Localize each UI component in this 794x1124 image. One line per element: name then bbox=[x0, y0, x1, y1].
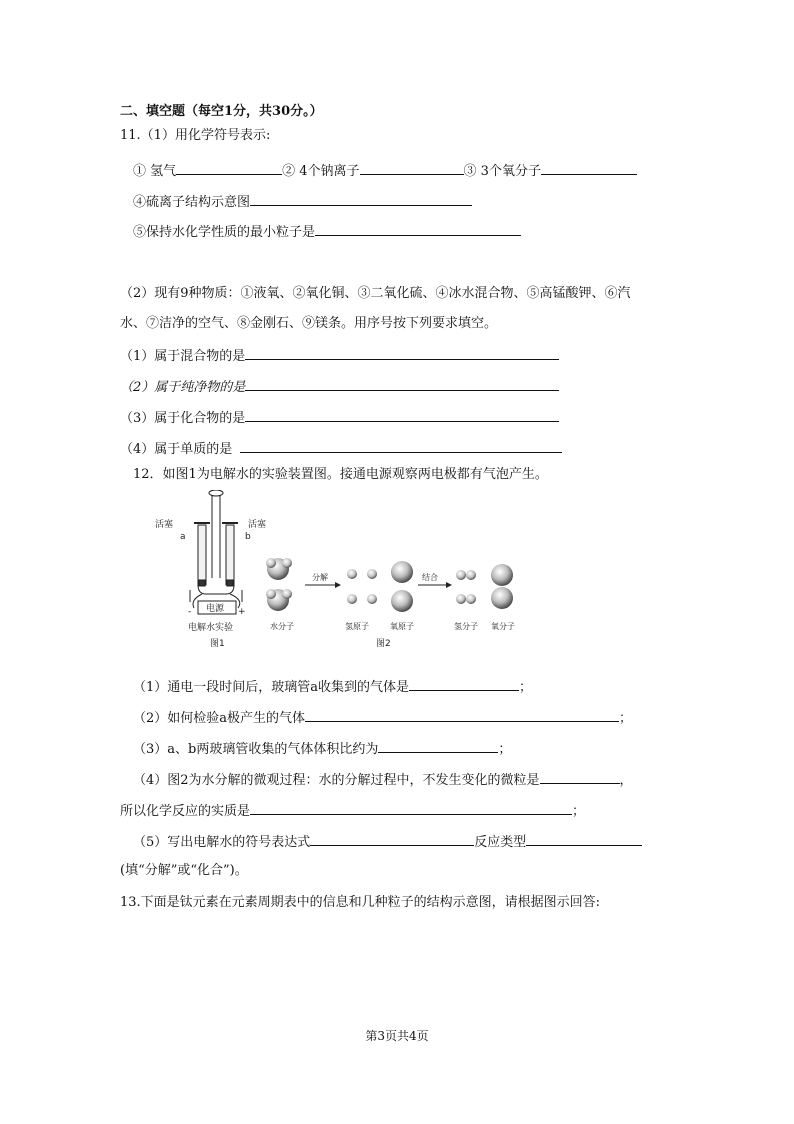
q12-q4-row bbox=[133, 769, 633, 790]
q12-q5-mid: 反应类型 bbox=[474, 835, 527, 850]
q11-item1-a: ① 氢气 bbox=[133, 164, 177, 179]
q12-intro: 12．如图1为电解水的实验装置图。接通电源观察两电极都有气泡产生。 bbox=[133, 467, 548, 482]
q12-q1-end: ； bbox=[519, 680, 533, 695]
q11-sub2-row bbox=[120, 376, 559, 397]
q11-row3 bbox=[133, 221, 521, 242]
q11-item1-b: ② 4个钠离子 bbox=[282, 164, 360, 179]
page-footer: 第3页共4页 bbox=[365, 1029, 429, 1043]
power-label: 电源 bbox=[206, 604, 225, 614]
q11-sub1-row bbox=[120, 345, 559, 366]
hydrogen-atom-label: 氢原子 bbox=[345, 622, 369, 631]
hydrogen-molecules bbox=[456, 570, 476, 604]
hydrogen-atoms bbox=[347, 569, 377, 604]
q11-sub3-row bbox=[120, 407, 559, 428]
q12-q4-line2-end: ； bbox=[572, 804, 586, 819]
answer-blank[interactable] bbox=[526, 831, 642, 846]
q12-q2: （2）如何检验a极产生的气体 bbox=[133, 711, 306, 726]
oxygen-atoms bbox=[391, 561, 413, 612]
q11-row2 bbox=[133, 191, 472, 212]
answer-blank[interactable] bbox=[305, 707, 619, 722]
apparatus-caption: 电解水实验 bbox=[188, 623, 234, 633]
q13-intro: 13.下面是钛元素在元素周期表中的信息和几种粒子的结构示意图，请根据图示回答: bbox=[120, 895, 601, 910]
section-title: 二、填空题（每空1分，共30分。） bbox=[120, 104, 323, 119]
answer-blank[interactable] bbox=[250, 800, 572, 815]
answer-blank[interactable] bbox=[360, 160, 464, 175]
fig1-caption: 图1 bbox=[210, 639, 225, 649]
q12-q1-row bbox=[133, 676, 532, 697]
oxygen-atom-label: 氧原子 bbox=[390, 622, 414, 631]
answer-blank[interactable] bbox=[245, 345, 559, 360]
oxygen-molecule bbox=[491, 564, 513, 609]
answer-blank[interactable] bbox=[245, 376, 559, 391]
q11-sub2: （2）属于纯净物的是 bbox=[120, 380, 246, 395]
answer-blank[interactable] bbox=[541, 160, 637, 175]
q12-q3-end: ； bbox=[498, 742, 512, 757]
electrolysis-figure bbox=[150, 490, 530, 655]
q12-q5-row bbox=[133, 831, 642, 852]
answer-blank[interactable] bbox=[409, 676, 519, 691]
q12-q3: （3）a、b两玻璃管收集的气体体积比约为 bbox=[133, 742, 379, 757]
q11-sub1: （1）属于混合物的是 bbox=[120, 349, 246, 364]
water-molecules bbox=[266, 558, 292, 611]
q12-q2-end: ； bbox=[619, 711, 633, 726]
q11-sub4-row bbox=[120, 438, 562, 459]
answer-blank[interactable] bbox=[540, 769, 620, 784]
q12-q4-line2-row bbox=[120, 800, 585, 821]
answer-blank[interactable] bbox=[240, 438, 562, 453]
q12-q5: （5）写出电解水的符号表达式 bbox=[133, 835, 311, 850]
q11-sub3: （3）属于化合物的是 bbox=[120, 411, 246, 426]
q12-q4-line2: 所以化学反应的实质是 bbox=[120, 804, 251, 819]
valve-left-label: 活塞 bbox=[155, 520, 174, 530]
oxygen-molecule-label: 氧分子 bbox=[491, 622, 515, 631]
q11-item2: ④硫离子结构示意图 bbox=[133, 195, 251, 210]
minus-label: - bbox=[188, 607, 192, 617]
fig2-caption: 图2 bbox=[376, 639, 391, 649]
q11-item3: ⑤保持水化学性质的最小粒子是 bbox=[133, 225, 316, 240]
electrolysis-apparatus bbox=[190, 490, 242, 614]
q11-row1 bbox=[133, 160, 637, 181]
answer-blank[interactable] bbox=[378, 738, 498, 753]
hydrogen-molecule-label: 氢分子 bbox=[454, 622, 478, 631]
tube-b-label: b bbox=[245, 532, 251, 542]
q12-q4: （4）图2为水分解的微观过程：水的分解过程中，不发生变化的微粒是 bbox=[133, 773, 540, 788]
q12-q4-end: ， bbox=[619, 773, 633, 788]
tube-a-label: a bbox=[180, 532, 186, 542]
plus-label: + bbox=[238, 607, 246, 617]
q12-q1: （1）通电一段时间后，玻璃管a收集到的气体是 bbox=[133, 680, 410, 695]
water-molecule-label: 水分子 bbox=[270, 622, 294, 631]
q12-q5-line2: (填“分解”或“化合”)。 bbox=[120, 863, 248, 878]
combine-label: 结合 bbox=[422, 573, 438, 582]
answer-blank[interactable] bbox=[250, 191, 472, 206]
answer-blank[interactable] bbox=[176, 160, 282, 175]
q12-q3-row bbox=[133, 738, 511, 759]
q11-part2-line2: 水、⑦洁净的空气、⑧金刚石、⑨镁条。用序号按下列要求填空。 bbox=[120, 316, 498, 331]
answer-blank[interactable] bbox=[315, 221, 521, 236]
decompose-label: 分解 bbox=[312, 573, 328, 582]
q11-item1-c: ③ 3个氧分子 bbox=[463, 164, 541, 179]
q11-sub4: （4）属于单质的是 bbox=[120, 442, 233, 457]
answer-blank[interactable] bbox=[310, 831, 474, 846]
q11-part2-line1: （2）现有9种物质：①液氧、②氧化铜、③二氧化硫、④冰水混合物、⑤高锰酸钾、⑥汽 bbox=[120, 286, 631, 301]
q11-intro: 11.（1）用化学符号表示: bbox=[120, 128, 271, 143]
answer-blank[interactable] bbox=[245, 407, 559, 422]
q12-q2-row bbox=[133, 707, 632, 728]
valve-right-label: 活塞 bbox=[248, 520, 267, 530]
